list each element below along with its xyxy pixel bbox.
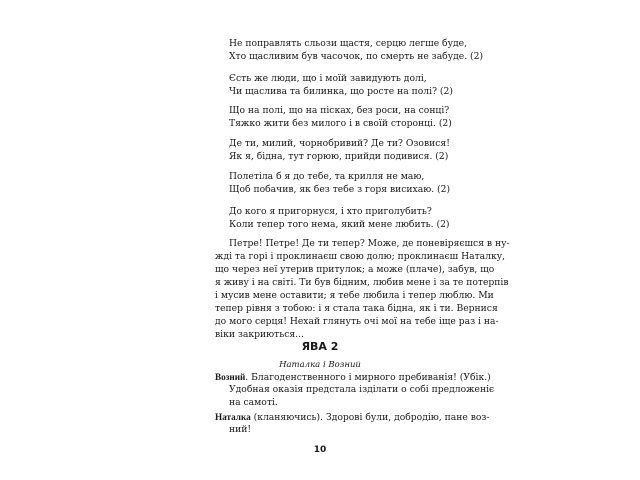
dialogue-line: ний! [229,424,252,435]
speaker-name: Возний [215,372,246,382]
poem-line: Щоб побачив, як без тебе з горя висихаю. (2) [229,184,451,195]
page-number: 10 [313,445,327,455]
poem-line: Як я, бідна, тут горюю, прийди подивися. (2) [229,151,449,162]
poem-line: Полетіла б я до тебе, та крилля не маю, [229,171,425,182]
dialogue-line: на самоті. [229,397,278,408]
poem-line: Що на полі, що на пісках, без роси, на сонці? [229,105,450,116]
dialogue-line: Удобная оказія предстала ізділати о собі предложеніє [229,384,495,395]
scene-characters: Наталка і Возний [279,360,361,370]
paragraph-line: віки закриються... [215,329,304,340]
poem-line: Тяжко жити без милого і в своїй сторонці. (2) [229,118,452,129]
paragraph-line: що через неї утерив притулок; а може (плаче), забув, що [215,264,495,275]
dialogue-line [215,371,491,384]
poem-line: Де ти, милий, чорнобривий? Де ти? Озовися! [229,138,450,149]
dialogue-line [215,411,490,424]
poem-line: Чи щаслива та билинка, що росте на полі? (2) [229,86,453,97]
dialogue-text: . Благоденственного і мирного пребиванія! (Убік.) [245,372,491,383]
paragraph-line: до мого серця! Нехай глянуть очі мої на тебе іще раз і на- [215,316,499,327]
paragraph-line: Петре! Петре! Де ти тепер? Може, де поневіряєшся в ну- [229,238,510,249]
scene-title: ЯВА 2 [301,340,339,353]
poem-line: Хто щасливим був часочок, по смерть не забуде. (2) [229,51,484,62]
poem-line: Єсть же люди, що і моїй завидують долі, [229,73,427,84]
poem-line: До кого я пригорнуся, і хто приголубить? [229,206,432,217]
paragraph-line: жді та горі і проклинаєш свою долю; проклинаєш Наталку, [215,251,506,262]
paragraph-line: і мусив мене оставити; я тебе любила і тепер люблю. Ми [215,290,494,301]
poem-line: Коли тепер того нема, який мене любить. (2) [229,219,450,230]
speaker-name: Наталка [215,412,251,422]
paragraph-line: тепер рівня з тобою: і я стала така бідна, як і ти. Вернися [215,303,498,314]
poem-line: Не поправлять сльози щастя, серцю легше буде, [229,38,468,49]
paragraph-line: я живу і на світі. Ти був бідним, любив мене і за те потерпів [215,277,509,288]
dialogue-text: (кланяючись). Здорові були, добродію, пане воз- [250,412,490,423]
